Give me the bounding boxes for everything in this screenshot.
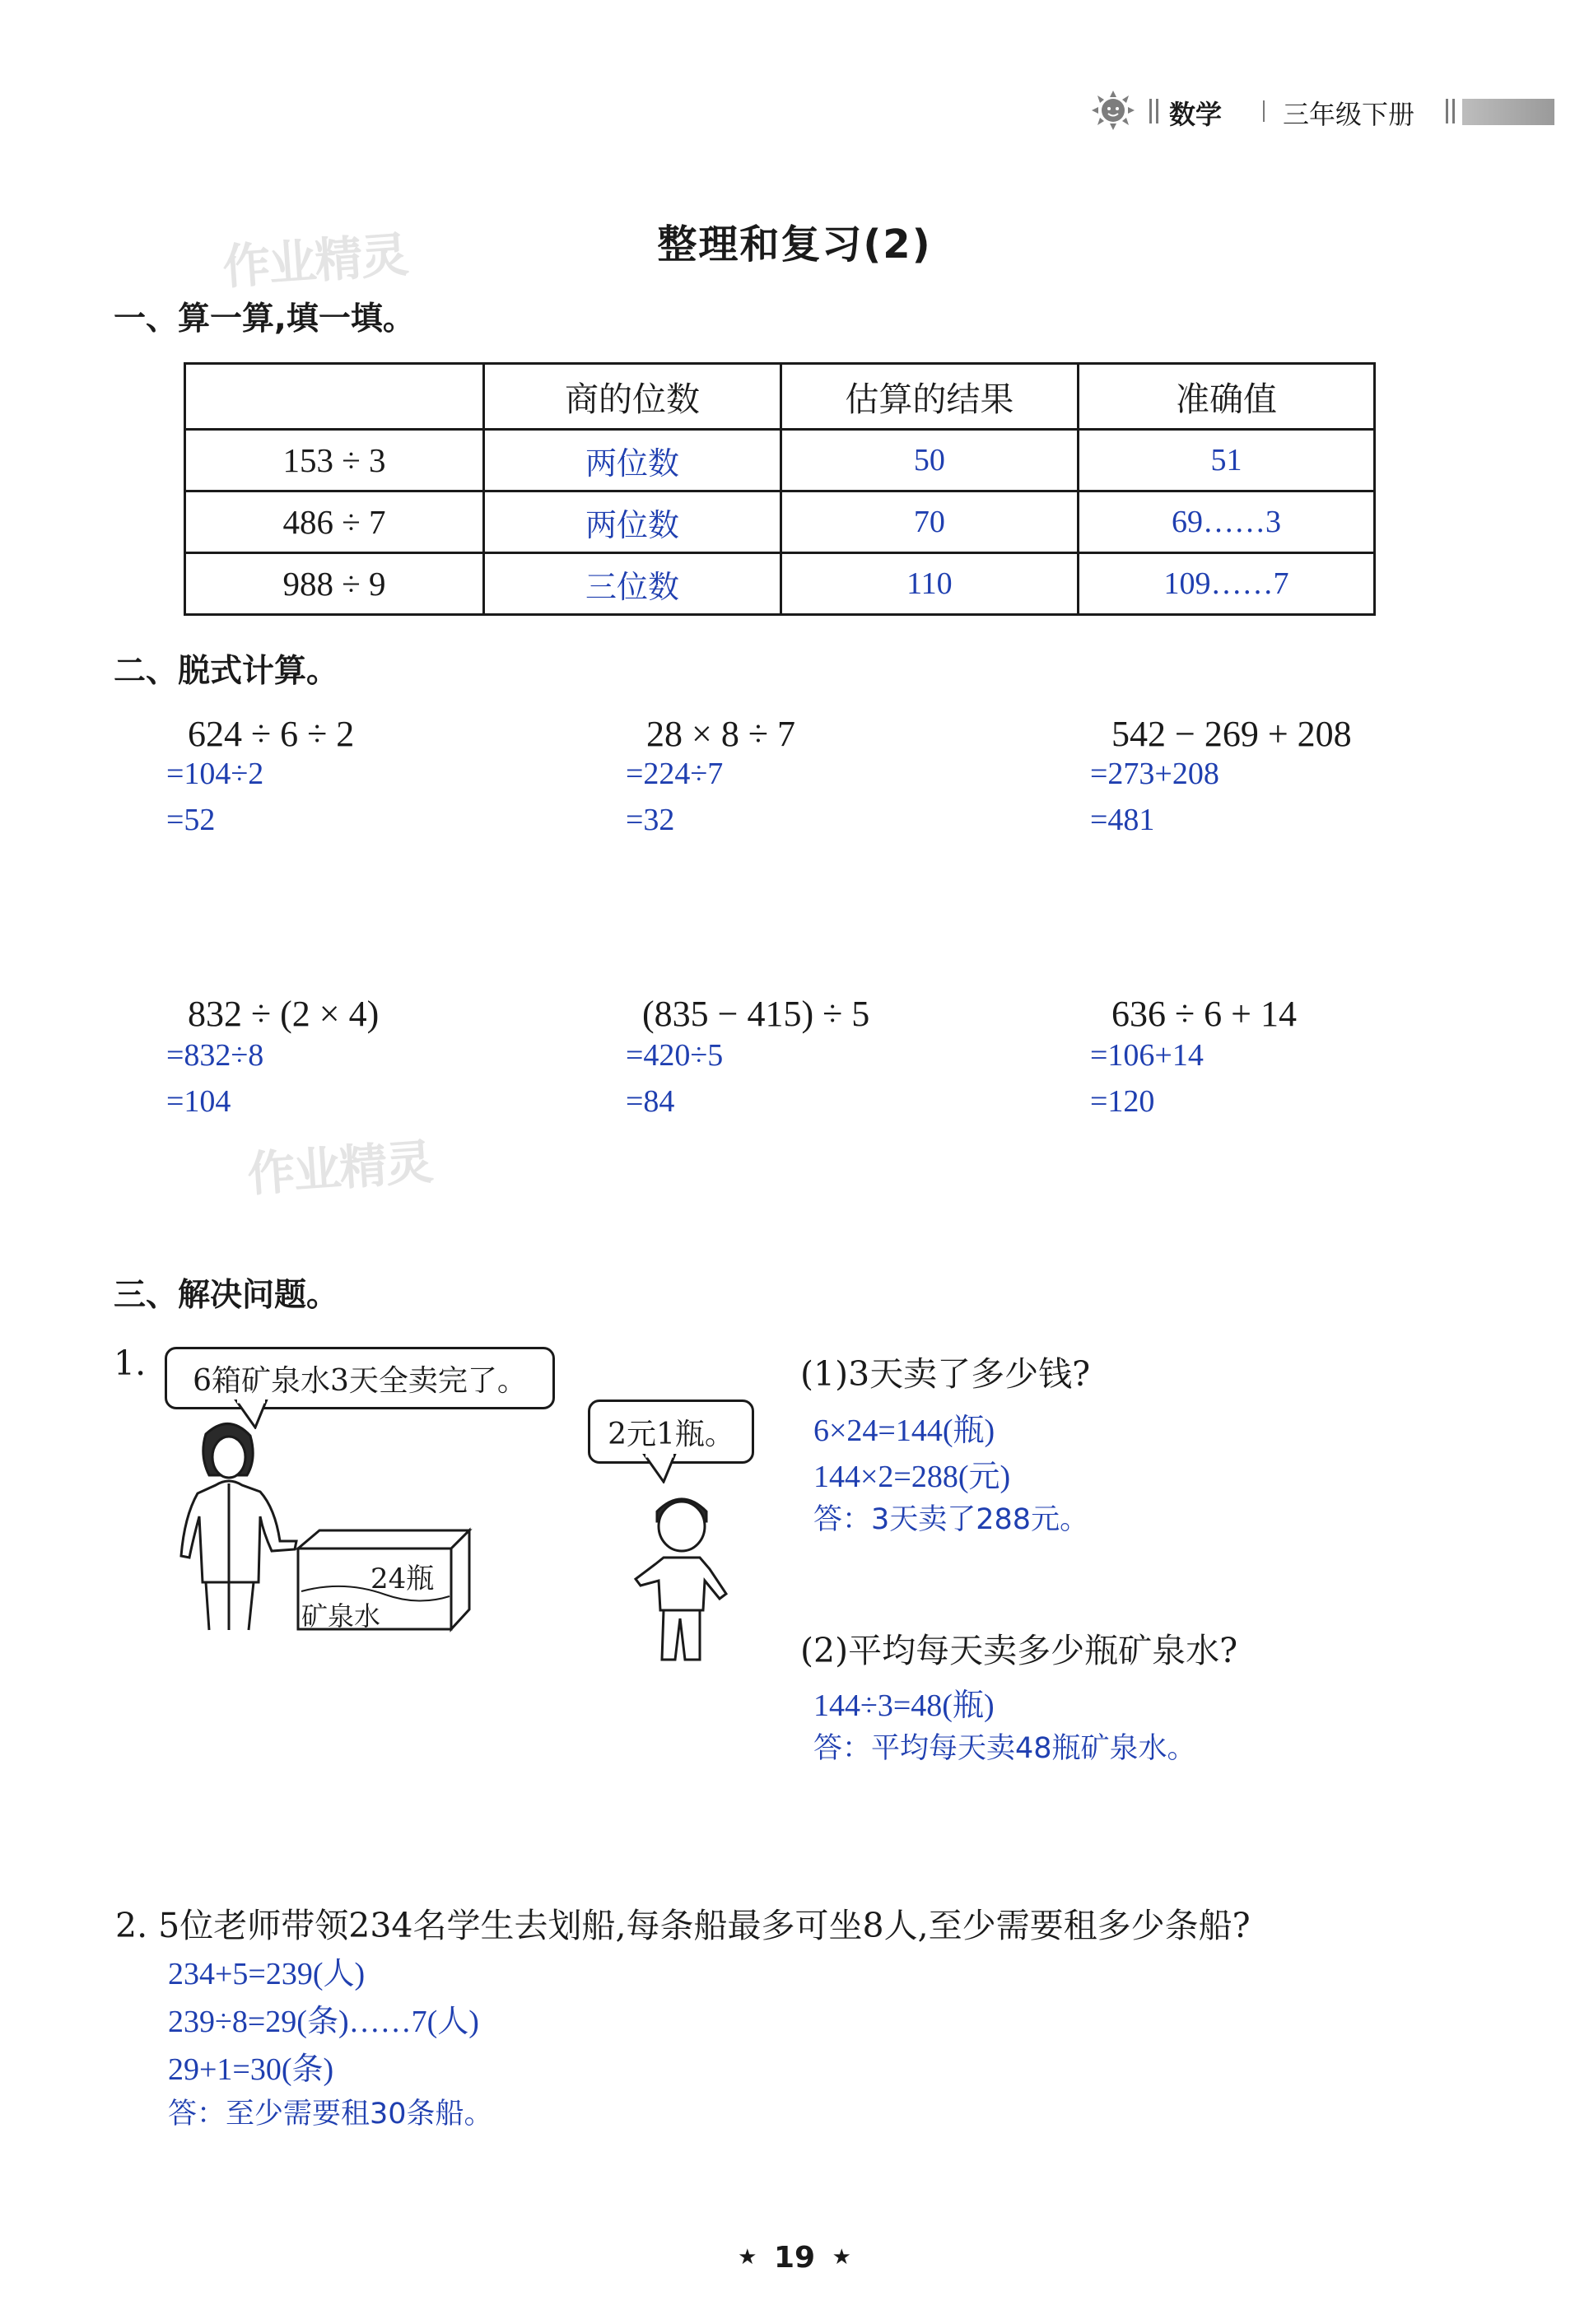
page-footer — [0, 2239, 1589, 2275]
calc-expression: 542 − 269 + 208 — [1111, 714, 1352, 754]
q2-answer: 答：至少需要租30条船。 — [168, 2098, 493, 2131]
calc-expression: 636 ÷ 6 + 14 — [1111, 994, 1297, 1034]
boy-illustration-icon — [624, 1487, 739, 1666]
q1-part2-question: (2)平均每天卖多少瓶矿泉水? — [800, 1631, 1238, 1670]
row-expression: 988 ÷ 9 — [185, 553, 484, 615]
q1-part2-step: 144÷3=48(瓶) — [813, 1688, 995, 1723]
table-header-cell: 准确值 — [1078, 364, 1374, 430]
calc-expression: 28 × 8 ÷ 7 — [646, 714, 795, 754]
q1-part2-answer: 答：平均每天卖48瓶矿泉水。 — [813, 1732, 1196, 1765]
star-icon: ★ — [738, 2245, 757, 2270]
box-label: 矿泉水 — [301, 1600, 381, 1632]
q2-question: 2. 5位老师带领234名学生去划船,每条船最多可坐8人,至少需要租多少条船? — [115, 1906, 1251, 1945]
speech-bubble-woman — [165, 1347, 555, 1409]
row-digits: 两位数 — [484, 491, 781, 553]
woman-illustration-icon — [156, 1418, 305, 1632]
table-row — [185, 491, 1375, 553]
row-estimate: 110 — [781, 553, 1078, 615]
bubble-text: 2元1瓶。 — [608, 1417, 734, 1451]
star-icon: ★ — [832, 2245, 851, 2270]
q1-part1-question: (1)3天卖了多少钱? — [800, 1354, 1091, 1394]
calc-step: =32 — [626, 803, 675, 837]
divider — [1263, 100, 1265, 122]
page-number: 19 — [773, 2240, 816, 2275]
row-digits: 三位数 — [484, 553, 781, 615]
calc-step: =52 — [166, 803, 216, 837]
row-estimate: 70 — [781, 491, 1078, 553]
header-grade: 三年级下册 — [1283, 99, 1415, 130]
row-exact: 51 — [1078, 430, 1374, 491]
bubble-text: 6箱矿泉水3天全卖完了。 — [193, 1363, 527, 1398]
calc-step: =420÷5 — [626, 1038, 724, 1073]
row-exact: 69……3 — [1078, 491, 1374, 553]
calc-step: =106+14 — [1090, 1038, 1204, 1073]
table-row — [185, 430, 1375, 491]
q1-number: 1. — [114, 1344, 147, 1383]
calc-step: =832÷8 — [166, 1038, 264, 1073]
calc-step: =120 — [1090, 1084, 1155, 1119]
divider — [1156, 99, 1158, 123]
box-count: 24瓶 — [370, 1563, 435, 1595]
table-header-row — [185, 364, 1375, 430]
q1-part1-step: 6×24=144(瓶) — [813, 1413, 995, 1448]
page-title: 整理和复习(2) — [657, 221, 932, 268]
q1-part1-answer: 答：3天卖了288元。 — [813, 1503, 1089, 1536]
calc-step: =84 — [626, 1084, 675, 1119]
section3-heading: 三、解决问题。 — [114, 1277, 339, 1314]
table-row — [185, 553, 1375, 615]
calc-step: =273+208 — [1090, 757, 1219, 791]
section2-heading: 二、脱式计算。 — [114, 653, 339, 690]
q1-part1-step: 144×2=288(元) — [813, 1460, 1011, 1494]
row-digits: 两位数 — [484, 430, 781, 491]
divider — [1446, 99, 1448, 123]
watermark: 作业精灵 — [221, 226, 409, 296]
q2-step: 239÷8=29(条)……7(人) — [168, 2005, 479, 2039]
calc-step: =481 — [1090, 803, 1155, 837]
header-bar — [1462, 99, 1554, 125]
sun-logo-icon — [1087, 89, 1139, 132]
row-estimate: 50 — [781, 430, 1078, 491]
header-subject: 数学 — [1169, 99, 1223, 130]
calc-step: =104 — [166, 1084, 231, 1119]
calc-expression: (835 − 415) ÷ 5 — [642, 994, 870, 1034]
estimation-table — [184, 362, 1376, 616]
header — [1087, 89, 1556, 130]
row-expression: 153 ÷ 3 — [185, 430, 484, 491]
row-expression: 486 ÷ 7 — [185, 491, 484, 553]
calc-step: =224÷7 — [626, 757, 724, 791]
watermark: 作业精灵 — [245, 1134, 434, 1203]
q2-step: 29+1=30(条) — [168, 2052, 334, 2087]
q2-step: 234+5=239(人) — [168, 1957, 366, 1991]
divider — [1452, 99, 1455, 123]
calc-expression: 624 ÷ 6 ÷ 2 — [188, 714, 355, 754]
table-header-cell: 估算的结果 — [781, 364, 1078, 430]
divider — [1149, 99, 1152, 123]
calc-expression: 832 ÷ (2 × 4) — [188, 994, 380, 1034]
calc-step: =104÷2 — [166, 757, 264, 791]
row-exact: 109……7 — [1078, 553, 1374, 615]
table-header-cell: 商的位数 — [484, 364, 781, 430]
section1-heading: 一、算一算,填一填。 — [114, 300, 415, 338]
bubble-tail-icon — [639, 1454, 688, 1483]
table-header-cell — [185, 364, 484, 430]
